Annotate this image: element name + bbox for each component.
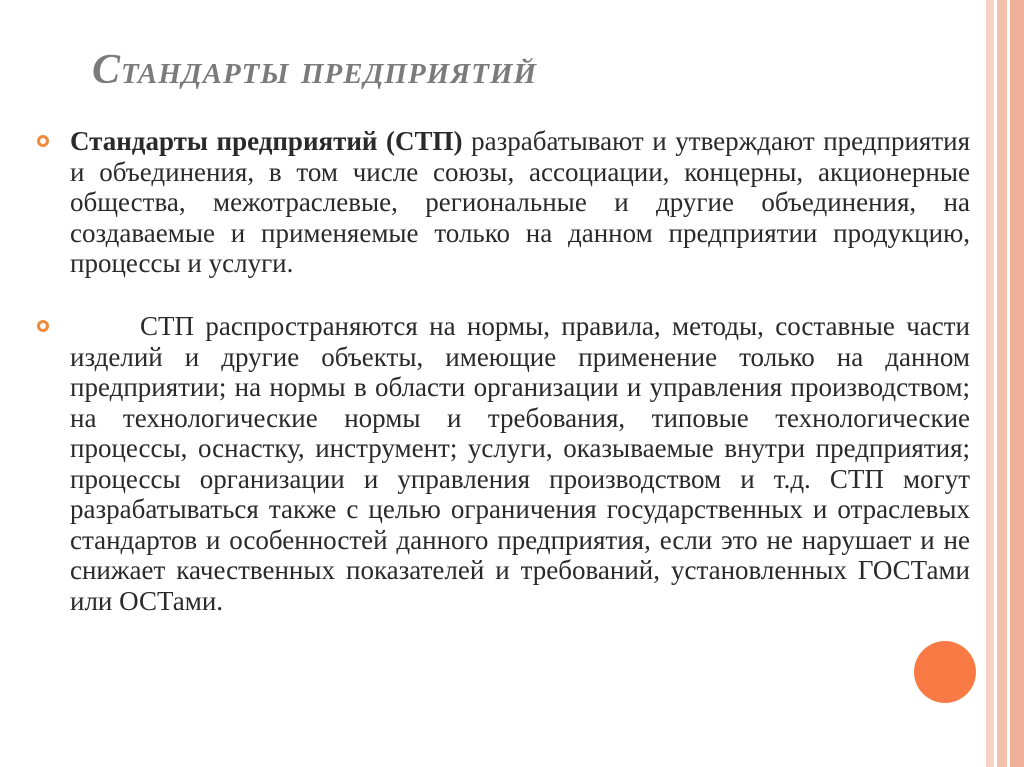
bullet-circle-icon xyxy=(37,320,49,332)
paragraph-text: СТП распространяются на нормы, правила, методы, составные части изделий и другие объекты, имеющие применение только на данном предприятии; на нормы в области организации и управления производством; на технологические нормы и требования, типовые технологические процессы, оснастку, инструмент; услуги, оказываемые внутри предприятия; процессы организации и управления производством и т.д. СТП могут разрабатываться также с целью ограничения государственных и отраслевых стандартов и особенностей данного предприятия, если это не нарушает и не снижает качественных показателей и требований, установленных ГОСТами или ОСТами. xyxy=(70,311,970,616)
decorative-stripe xyxy=(997,0,1007,767)
decorative-stripe xyxy=(1010,0,1024,767)
bold-term: Стандарты предприятий (СТП) xyxy=(70,126,463,156)
bullet-paragraph-1 xyxy=(70,126,970,279)
decorative-stripe xyxy=(986,0,994,767)
bullet-paragraph-2 xyxy=(70,311,970,616)
orange-circle-decoration xyxy=(914,641,976,703)
bullet-circle-icon xyxy=(37,135,49,147)
paragraph-text: разрабатывают и утверждают предприятия и объединения, в том числе союзы, ассоциации, концерны, акционерные общества, межотраслевые, региональные и другие объединения, на создаваемые и применяемые только на данном предприятии продукцию, процессы и услуги. xyxy=(70,126,970,278)
slide-title: Стандарты предприятий xyxy=(92,47,538,93)
